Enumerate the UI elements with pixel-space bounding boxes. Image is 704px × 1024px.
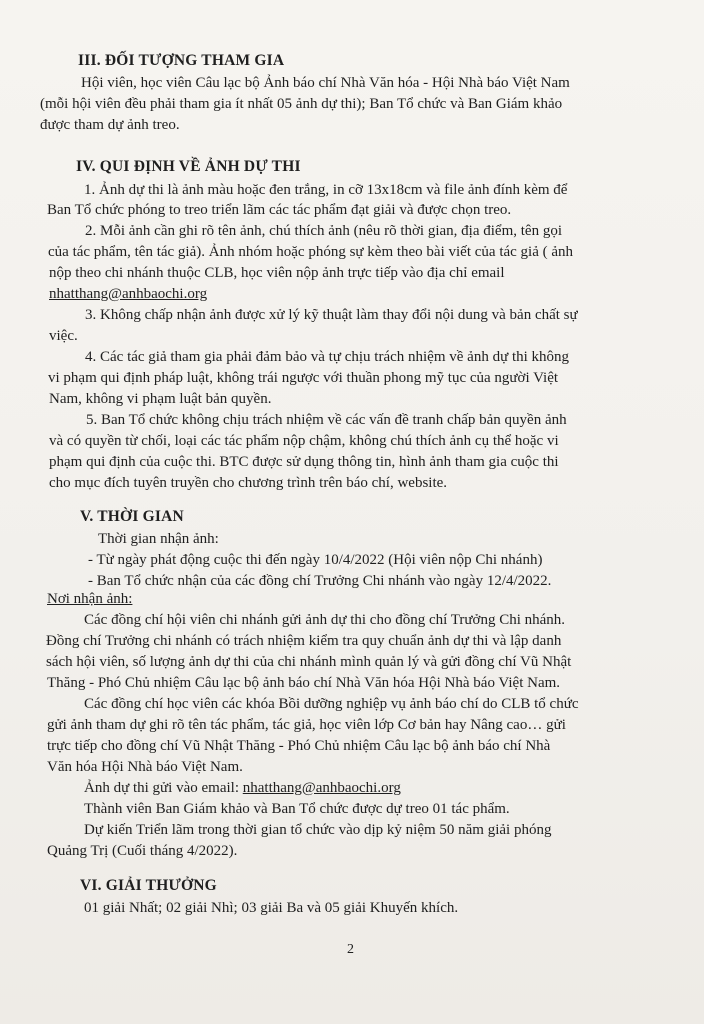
paragraph-line: nộp theo chi nhánh thuộc CLB, học viên nộp ảnh trực tiếp vào địa chỉ email bbox=[49, 265, 505, 281]
paragraph-line: Hội viên, học viên Câu lạc bộ Ảnh báo chí Nhà Văn hóa - Hội Nhà báo Việt Nam bbox=[81, 75, 570, 91]
email-line bbox=[84, 779, 401, 797]
page-number: 2 bbox=[347, 942, 354, 957]
paragraph-line: Nam, không vi phạm luật bản quyền. bbox=[49, 391, 272, 407]
paragraph-line: trực tiếp cho đồng chí Vũ Nhật Thăng - Phó Chủ nhiệm Câu lạc bộ ảnh báo chí Nhà bbox=[47, 738, 551, 754]
paragraph-line: - Ban Tổ chức nhận của các đồng chí Trưởng Chi nhánh vào ngày 12/4/2022. bbox=[88, 573, 552, 589]
paragraph-line: Các đồng chí hội viên chi nhánh gửi ảnh dự thi cho đồng chí Trưởng Chi nhánh. bbox=[84, 612, 566, 628]
section-5-heading: V. THỜI GIAN bbox=[80, 508, 184, 525]
email-label: Ảnh dự thi gửi vào email: bbox=[84, 780, 243, 796]
paragraph-line: việc. bbox=[49, 328, 78, 344]
paragraph-line: (mỗi hội viên đều phải tham gia ít nhất 05 ảnh dự thi); Ban Tổ chức và Ban Giám khảo bbox=[40, 96, 563, 112]
section-3-heading: III. ĐỐI TƯỢNG THAM GIA bbox=[78, 52, 285, 69]
paragraph-line: Đồng chí Trưởng chi nhánh có trách nhiệm kiểm tra quy chuẩn ảnh dự thi và lập danh bbox=[46, 633, 562, 649]
paragraph-line: Văn hóa Hội Nhà báo Việt Nam. bbox=[47, 759, 243, 775]
paragraph-line: Thành viên Ban Giám khảo và Ban Tổ chức được dự treo 01 tác phẩm. bbox=[84, 801, 510, 817]
paragraph-line: và có quyền từ chối, loại các tác phẩm nộp chậm, không chú thích ảnh cụ thể hoặc vi bbox=[49, 433, 559, 449]
paragraph-line: 3. Không chấp nhận ảnh được xử lý kỹ thuật làm thay đổi nội dung và bản chất sự bbox=[85, 307, 578, 323]
paragraph-line: của tác phẩm, tên tác giả). Ảnh nhóm hoặc phóng sự kèm theo bài viết của tác giả ( ảnh bbox=[48, 244, 574, 260]
section-6-heading: VI. GIẢI THƯỞNG bbox=[80, 877, 217, 894]
paragraph-line: Ban Tổ chức phóng to treo triển lãm các tác phẩm đạt giải và được chọn treo. bbox=[47, 202, 512, 218]
paragraph-line: - Từ ngày phát động cuộc thi đến ngày 10/4/2022 (Hội viên nộp Chi nhánh) bbox=[88, 552, 543, 568]
paragraph-line: phạm qui định của cuộc thi. BTC được sử dụng thông tin, hình ảnh tham gia cuộc thi bbox=[49, 454, 559, 470]
paragraph-line: gửi ảnh tham dự ghi rõ tên tác phẩm, tác giả, học viên lớp Cơ bản hay Nâng cao… gửi bbox=[47, 717, 566, 733]
section-4-heading: IV. QUI ĐỊNH VỀ ẢNH DỰ THI bbox=[76, 158, 301, 175]
email-link[interactable]: nhatthang@anhbaochi.org bbox=[49, 286, 208, 302]
paragraph-line: vi phạm qui định pháp luật, không trái ngược với thuần phong mỹ tục của người Việt bbox=[48, 370, 559, 386]
paragraph-line: Thăng - Phó Chủ nhiệm Câu lạc bộ ảnh báo chí Nhà Văn hóa Hội Nhà báo Việt Nam. bbox=[47, 675, 561, 691]
paragraph-line: 4. Các tác giả tham gia phải đảm bảo và tự chịu trách nhiệm về ảnh dự thi không bbox=[85, 349, 570, 365]
subheading-receive-place: Nơi nhận ảnh: bbox=[47, 591, 133, 607]
paragraph-line: được tham dự ảnh treo. bbox=[40, 117, 180, 133]
paragraph-line: 5. Ban Tổ chức không chịu trách nhiệm về các vấn đề tranh chấp bản quyền ảnh bbox=[86, 412, 567, 428]
paragraph-line: 2. Mỗi ảnh cần ghi rõ tên ảnh, chú thích ảnh (nêu rõ thời gian, địa điểm, tên gọi bbox=[85, 223, 562, 239]
paragraph-line: Dự kiến Triển lãm trong thời gian tổ chức vào dịp kỷ niệm 50 năm giải phóng bbox=[84, 822, 552, 838]
paragraph-line: 01 giải Nhất; 02 giải Nhì; 03 giải Ba và 05 giải Khuyến khích. bbox=[84, 900, 459, 916]
paragraph-line: Các đồng chí học viên các khóa Bồi dưỡng nghiệp vụ ảnh báo chí do CLB tổ chức bbox=[84, 696, 579, 712]
paragraph-line: Quảng Trị (Cuối tháng 4/2022). bbox=[47, 843, 238, 859]
email-link[interactable]: nhatthang@anhbaochi.org bbox=[242, 780, 401, 796]
paragraph-line: 1. Ảnh dự thi là ảnh màu hoặc đen trắng, in cỡ 13x18cm và file ảnh đính kèm để bbox=[84, 182, 568, 198]
paragraph-line: cho mục đích tuyên truyền cho chương trình trên báo chí, website. bbox=[49, 475, 448, 491]
paragraph-line: Thời gian nhận ảnh: bbox=[98, 531, 219, 547]
paragraph-line: sách hội viên, số lượng ảnh dự thi của chi nhánh mình quản lý và gửi đồng chí Vũ Nhật bbox=[46, 654, 572, 670]
